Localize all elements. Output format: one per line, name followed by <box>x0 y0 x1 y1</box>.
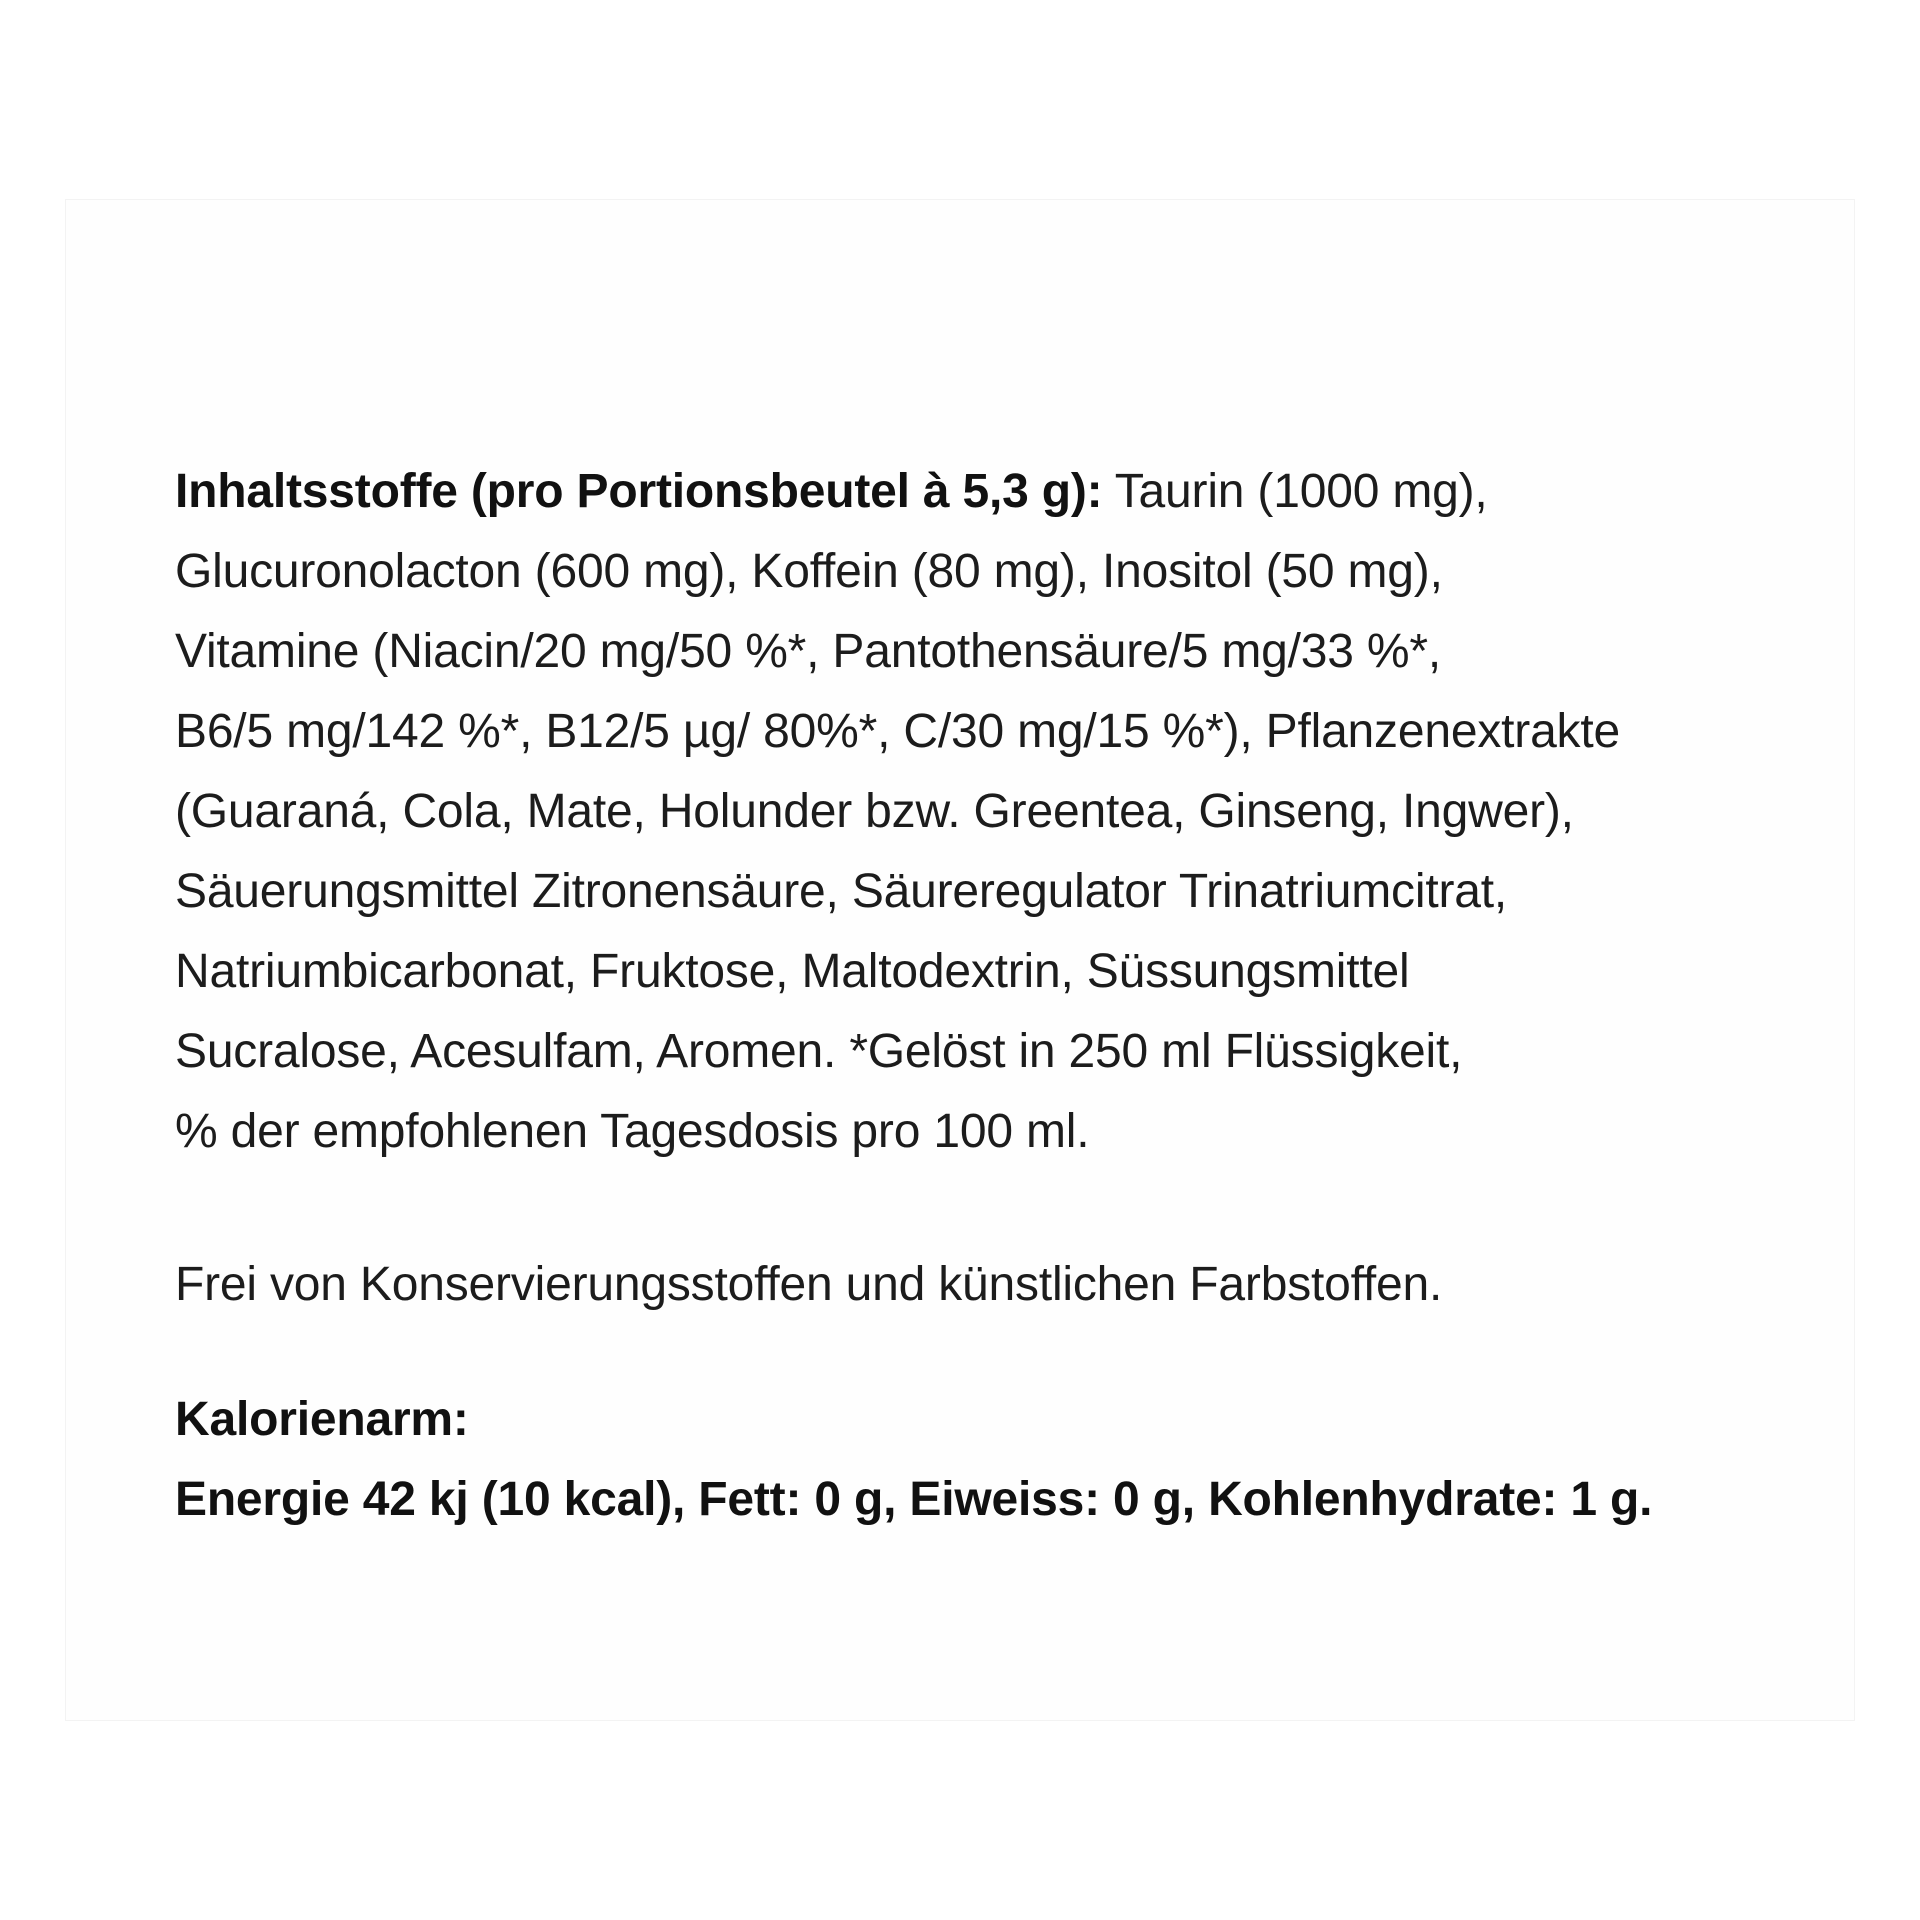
ingredients-line-3: Vitamine (Niacin/20 mg/50 %*, Pantothensäure/5 mg/33 %*, <box>175 625 1441 678</box>
ingredients-line-1 <box>175 452 1735 532</box>
ingredients-heading-rest: Taurin (1000 mg), <box>1102 465 1488 518</box>
calories-values: Energie 42 kj (10 kcal), Fett: 0 g, Eiweiss: 0 g, Kohlenhydrate: 1 g. <box>175 1473 1653 1526</box>
ingredients-line-8: Sucralose, Acesulfam, Aromen. *Gelöst in 250 ml Flüssigkeit, <box>175 1025 1463 1078</box>
ingredients-line-4: B6/5 mg/142 %*, B12/5 µg/ 80%*, C/30 mg/15 %*), Pflanzenextrakte <box>175 705 1620 758</box>
ingredients-section <box>175 452 1735 1172</box>
ingredients-heading: Inhaltsstoffe (pro Portionsbeutel à 5,3 g): <box>175 465 1103 518</box>
ingredients-line-5: (Guaraná, Cola, Mate, Holunder bzw. Greentea, Ginseng, Ingwer), <box>175 785 1574 838</box>
ingredients-line-9: % der empfohlenen Tagesdosis pro 100 ml. <box>175 1105 1090 1158</box>
free-from-note: Frei von Konservierungsstoffen und künstlichen Farbstoffen. <box>175 1258 1443 1311</box>
calories-heading: Kalorienarm: <box>175 1393 469 1446</box>
ingredients-line-6: Säuerungsmittel Zitronensäure, Säureregulator Trinatriumcitrat, <box>175 865 1508 918</box>
label-text-block <box>175 452 1735 1540</box>
ingredients-line-7: Natriumbicarbonat, Fruktose, Maltodextrin, Süssungsmittel <box>175 945 1410 998</box>
calories-section <box>175 1380 1735 1540</box>
ingredients-line-2: Glucuronolacton (600 mg), Koffein (80 mg), Inositol (50 mg), <box>175 545 1443 598</box>
